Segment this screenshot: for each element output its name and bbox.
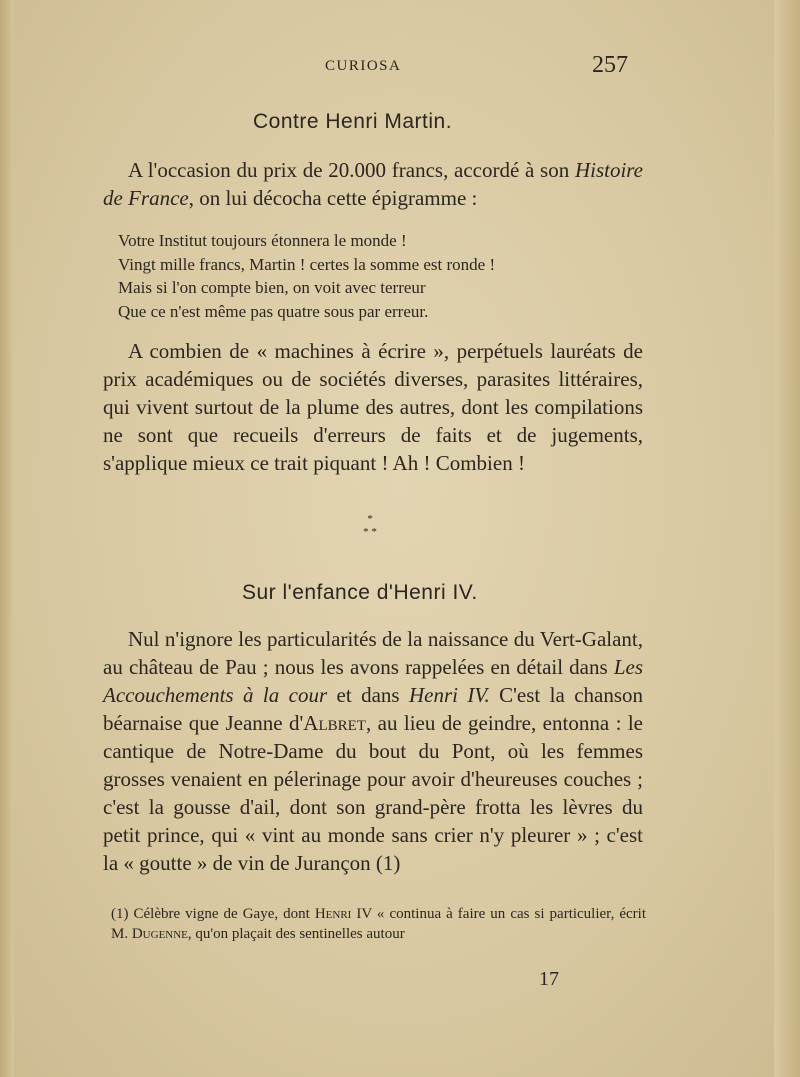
- book-title: Les Accouchements à la cour: [103, 655, 643, 707]
- signature-mark: 17: [539, 968, 559, 990]
- book-title: Histoire de France: [103, 158, 643, 210]
- verse-line: Que ce n'est même pas quatre sous par erreur.: [118, 301, 429, 321]
- book-title: Henri IV.: [408, 683, 490, 707]
- verse-line: Votre Institut toujours étonnera le monde !: [118, 231, 407, 250]
- page-edge-right: [774, 0, 800, 1077]
- page-number: 257: [592, 52, 628, 78]
- epigram-verse: [118, 229, 495, 323]
- separator-stars: * *: [363, 526, 377, 538]
- verse-line: Vingt mille francs, Martin ! certes la somme est ronde !: [118, 254, 496, 274]
- intro-text: A l'occasion du prix de 20.000 francs, accordé à son: [128, 158, 575, 182]
- section-separator: [355, 513, 385, 539]
- commentary-paragraph: A combien de « machines à écrire », perpétuels lauréats de prix académiques ou de sociétés diverses, parasites littéraires, qui vivent surtout de la plume des autres, dont les compilations ne sont que recueils d'erreurs de faits et de jugements, s'applique mieux ce trait piquant ! Ah ! Combien !: [103, 339, 643, 475]
- footnote-text: (1) Célèbre vigne de Gaye, dont: [111, 906, 315, 922]
- section-title-henri-martin: Contre Henri Martin.: [253, 110, 453, 133]
- intro-paragraph: [103, 156, 643, 212]
- page-edge-left: [0, 0, 14, 1077]
- paragraph-text: , au lieu de geindre, entonna : le cantique de Notre-Dame du bout du Pont, où les femmes grosses venaient en pélerinage pour avoir d'heureuses couches ; c'est la gousse d'ail, dont son grand-père frotta les lèvres du petit prince, qui « vint au monde sans crier n'y pleurer » ; c'est la « goutte » de vin de Jurançon (1): [103, 711, 643, 875]
- paragraph-text: et dans: [327, 683, 409, 707]
- name-dugenne: Dugenne: [131, 926, 188, 942]
- running-title: CURIOSA: [325, 58, 402, 74]
- paragraph-text: Nul n'ignore les particularités de la naissance du Vert-Galant, au château de Pau ; nous les avons rappelées en détail dans: [103, 627, 643, 679]
- intro-text-end: , on lui décocha cette épigramme :: [188, 186, 478, 210]
- henri-iv-paragraph: [103, 625, 643, 877]
- name-albret: Albret: [303, 711, 366, 735]
- section-title-henri-iv: Sur l'enfance d'Henri IV.: [242, 581, 478, 604]
- name-henri: Henri: [314, 906, 352, 922]
- footnote-text: IV « continua à faire un cas si particulier, écrit M.: [111, 906, 646, 942]
- paragraph-text: C'est la chanson béarnaise que Jeanne d': [103, 683, 644, 735]
- footnote-text: , qu'on plaçait des sentinelles autour: [187, 926, 405, 942]
- separator-star: *: [367, 513, 373, 525]
- verse-line: Mais si l'on compte bien, on voit avec terreur: [118, 278, 426, 297]
- footnote: [111, 904, 646, 944]
